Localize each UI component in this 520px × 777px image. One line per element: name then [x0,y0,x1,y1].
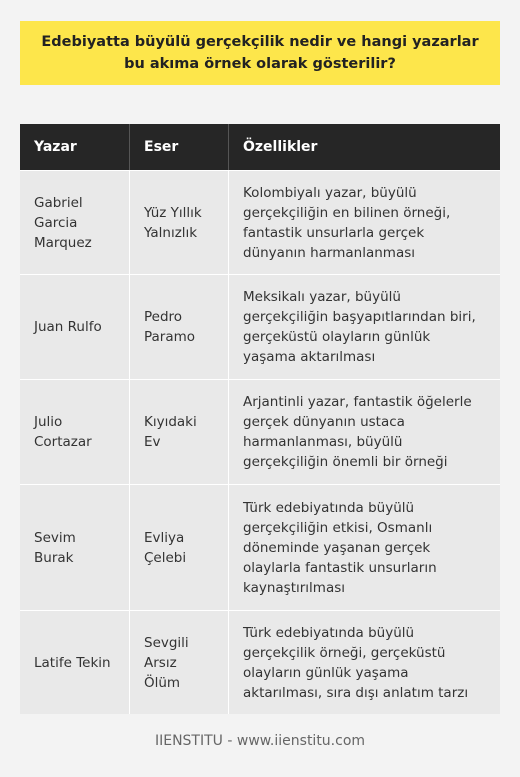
author-cell: Julio Cortazar [20,380,130,484]
column-header-author: Yazar [20,124,130,170]
work-cell: Yüz Yıllık Yalnızlık [130,171,229,274]
footer-credit: IIENSTITU - www.iienstitu.com [154,733,366,749]
author-cell: Latife Tekin [20,611,130,714]
table-row [20,170,500,274]
work-cell: Pedro Paramo [130,275,229,379]
features-cell: Türk edebiyatında büyülü gerçekçilik örneği, gerçeküstü olayların günlük yaşama aktarılması, sıra dışı anlatım tarzı [243,624,469,701]
features-cell: Kolombiyalı yazar, büyülü gerçekçiliğin en bilinen örneği, fantastik unsurlarla gerçek dünyanın harmanlanması [243,184,451,261]
author-cell: Gabriel Garcia Marquez [20,171,130,274]
features-cell: Arjantinli yazar, fantastik öğelerle gerçek dünyanın ustaca harmanlanması, büyülü gerçekçiliğin önemli bir örneği [243,394,472,470]
title-banner [20,21,500,85]
author-cell: Sevim Burak [20,485,130,610]
authors-table [20,124,500,714]
column-header-work: Eser [130,124,229,170]
work-cell: Evliya Çelebi [130,485,229,610]
features-cell: Meksikalı yazar, büyülü gerçekçiliğin başyapıtlarından biri, gerçeküstü olayların günlük yaşama aktarılması [243,289,476,365]
author-cell: Juan Rulfo [20,275,130,379]
work-cell: Sevgili Arsız Ölüm [130,611,229,714]
table-header-row [20,124,500,170]
work-cell: Kıyıdaki Ev [130,380,229,484]
table-row [20,610,500,714]
table-row [20,274,500,379]
table-row [20,484,500,610]
page-title: Edebiyatta büyülü gerçekçilik nedir ve hangi yazarlar bu akıma örnek olarak gösterilir? [41,34,479,72]
column-header-features: Özellikler [243,139,318,155]
table-row [20,379,500,484]
features-cell: Türk edebiyatında büyülü gerçekçiliğin etkisi, Osmanlı döneminde yaşanan gerçek olaylarla fantastik unsurların kaynaştırılması [243,499,437,596]
